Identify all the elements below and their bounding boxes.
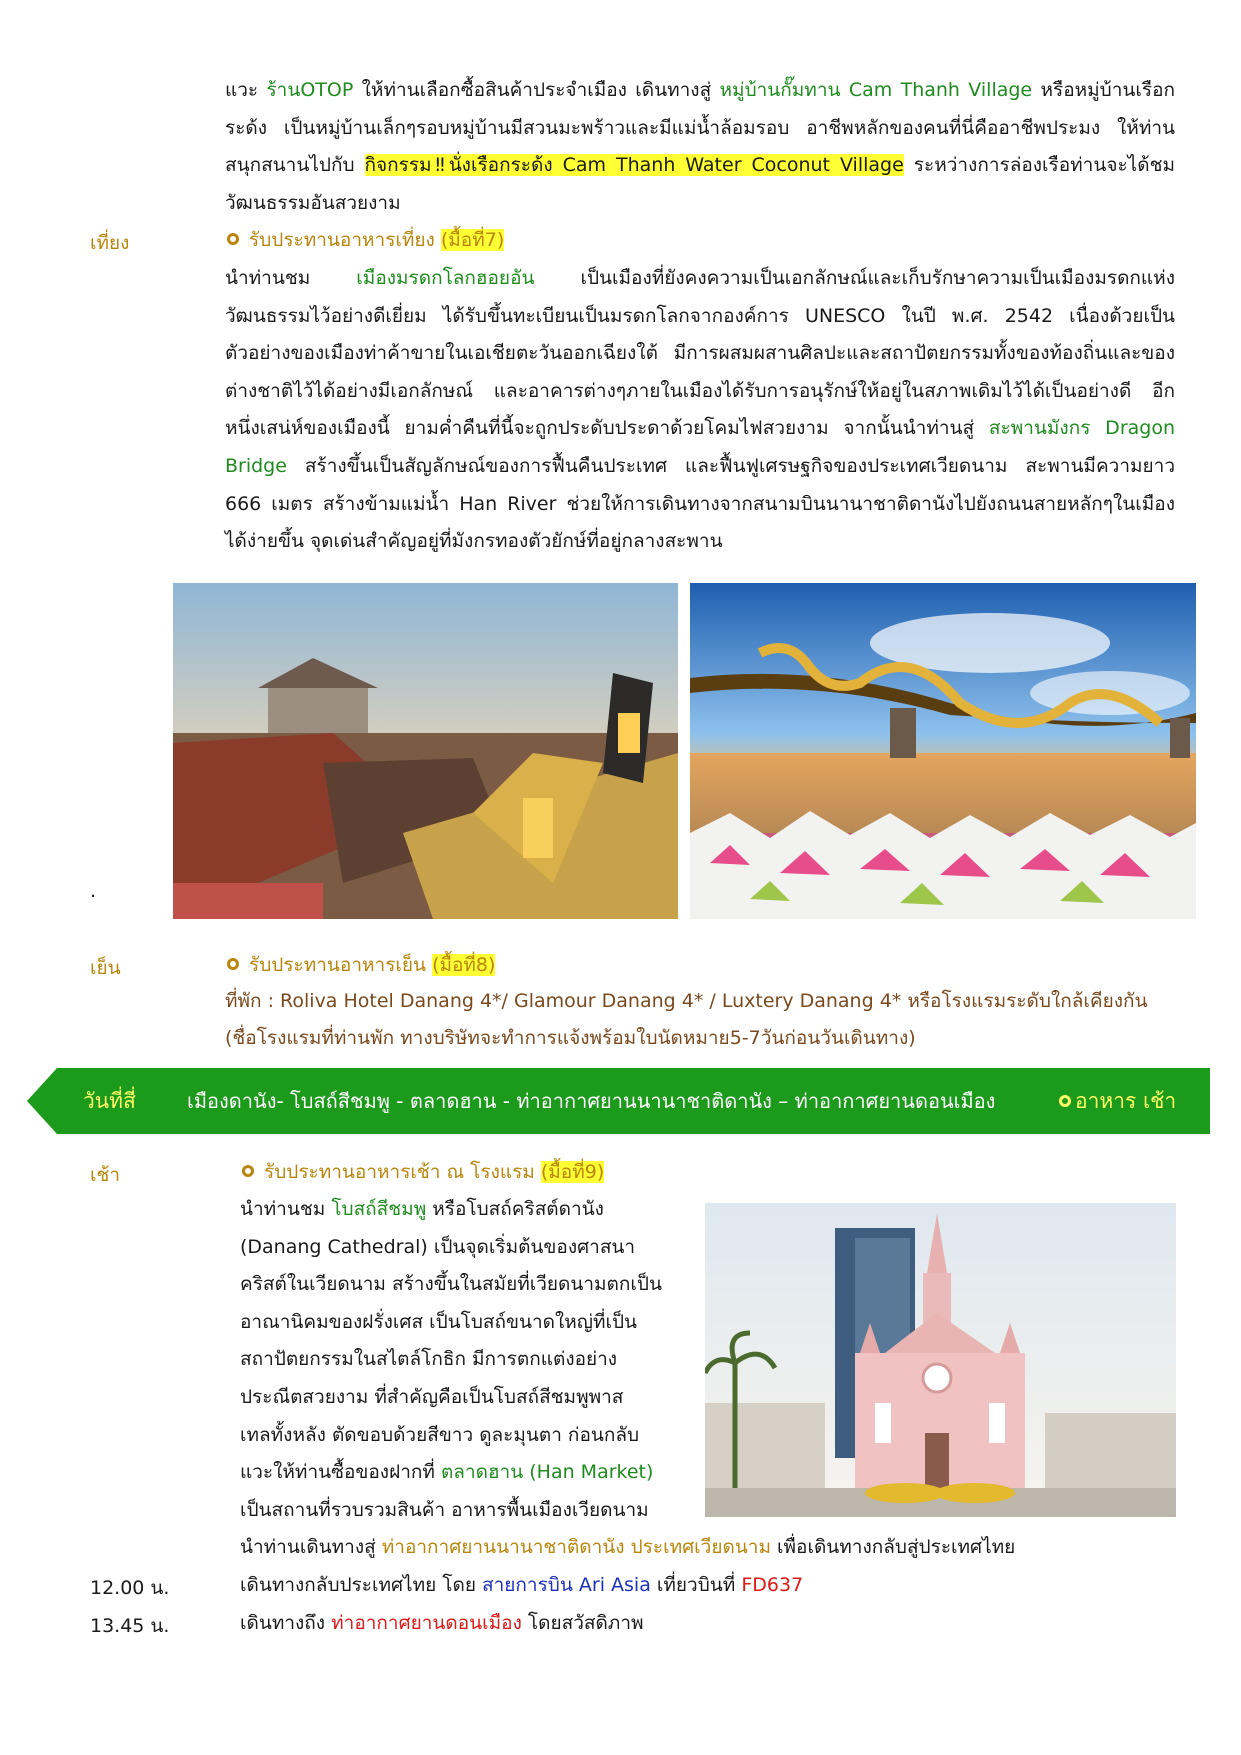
day4-banner bbox=[27, 1068, 1210, 1134]
meal-icon bbox=[225, 230, 243, 248]
flight1-info: เดินทางกลับประเทศไทย โดย สายการบิน Ari Asia เที่ยวบินที่ FD637 bbox=[240, 1574, 804, 1596]
cathedral-line: (Danang Cathedral) เป็นจุดเริ่มต้นของศาสนา bbox=[240, 1235, 636, 1258]
danang-cathedral-photo bbox=[705, 1203, 1176, 1517]
dinner-label: เย็น bbox=[90, 957, 121, 979]
cathedral-line: อาณานิคมของฝรั่งเศส เป็นโบสถ์ขนาดใหญ่ที่เป็น bbox=[240, 1310, 638, 1333]
hoi-an-photo bbox=[173, 583, 678, 919]
breakfast-meal: รับประทานอาหารเช้า ณ โรงแรม (มื้อที่9) bbox=[240, 1154, 604, 1190]
meal-number: (มื้อที่8) bbox=[432, 954, 496, 976]
hotel-info: ที่พัก : Roliva Hotel Danang 4*/ Glamour Danang 4* / Luxtery Danang 4* หรือโรงแรมระดับใกล้เคียงกัน bbox=[225, 990, 1148, 1012]
don-mueang-airport: ท่าอากาศยานดอนเมือง bbox=[331, 1612, 522, 1634]
otop-link: ร้านOTOP bbox=[266, 79, 354, 101]
cathedral-line: นำท่านชม โบสถ์สีชมพู หรือโบสถ์คริสต์ดานัง bbox=[240, 1198, 604, 1220]
airport-line: นำท่านเดินทางสู่ ท่าอากาศยานนานาชาติดานัง ประเทศเวียดนาม เพื่อเดินทางกลับสู่ประเทศไทย bbox=[240, 1536, 1016, 1558]
flight2-info: เดินทางถึง ท่าอากาศยานดอนเมือง โดยสวัสดิภาพ bbox=[240, 1612, 644, 1634]
meal-number: (มื้อที่7) bbox=[440, 229, 505, 251]
flight-number: FD637 bbox=[741, 1574, 804, 1596]
dinner-meal: รับประทานอาหารเย็น (มื้อที่8) bbox=[225, 947, 495, 983]
intro-paragraph: แวะ ร้านOTOP ให้ท่านเลือกซื้อสินค้าประจำเมือง เดินทางสู่ หมู่บ้านกั๊มทาน Cam Thanh Village หรือหมู่บ้านเรือกระด้ง เป็นหมู่บ้านเล็กๆรอบหมู่บ้านมีสวนมะพร้าวและมีแม่น้ำล้อมรอบ อาชีพหลักของคนที่นี่คืออาชีพประมง ให้ท่านสนุกสนานไปกับ กิจกรรม‼นั่งเรือกระด้ง Cam Thanh Water Coconut Village ระหว่างการล่องเรือท่านจะได้ชมวัฒนธรรมอันสวยงาม bbox=[225, 79, 1175, 214]
cathedral-line: เป็นสถานที่รวบรวมสินค้า อาหารพื้นเมืองเวียดนาม bbox=[240, 1498, 649, 1521]
airline-name: สายการบิน Ari Asia bbox=[482, 1574, 651, 1596]
meal-icon bbox=[1057, 1092, 1075, 1110]
day4-title: วันที่สี่ bbox=[83, 1089, 136, 1113]
cathedral-line: แวะให้ท่านซื้อของฝากที่ ตลาดฮาน (Han Market) bbox=[240, 1461, 654, 1484]
cathedral-line: คริสต์ในเวียดนาม สร้างขึ้นในสมัยที่เวียดนามตกเป็น bbox=[240, 1273, 662, 1296]
flight1-time: 12.00 น. bbox=[90, 1577, 170, 1599]
han-market-link: ตลาดฮาน (Han Market) bbox=[440, 1461, 654, 1484]
meal-number: (มื้อที่9) bbox=[540, 1161, 605, 1183]
basket-boat-activity: กิจกรรม‼นั่งเรือกระด้ง Cam Thanh Water Coconut Village bbox=[364, 154, 904, 177]
cam-thanh-village: หมู่บ้านกั๊มทาน Cam Thanh Village bbox=[719, 79, 1033, 101]
flight2-time: 13.45 น. bbox=[90, 1615, 170, 1637]
lunch-label: เที่ยง bbox=[90, 232, 130, 254]
day4-route: เมืองดานัง- โบสถ์สีชมพู - ตลาดฮาน - ท่าอากาศยานนานาชาติดานัง – ท่าอากาศยานดอนเมือง bbox=[187, 1089, 996, 1113]
danang-airport-link: ท่าอากาศยานนานาชาติดานัง ประเทศเวียดนาม bbox=[381, 1536, 771, 1558]
lunch-meal: รับประทานอาหารเที่ยง (มื้อที่7) bbox=[225, 222, 504, 258]
cathedral-paragraph bbox=[240, 1191, 690, 1529]
morning-label: เช้า bbox=[90, 1164, 121, 1186]
meal-icon bbox=[225, 955, 243, 973]
lunch-paragraph: นำท่านชม เมืองมรดกโลกฮอยอัน เป็นเมืองที่ยังคงความเป็นเอกลักษณ์และเก็บรักษาความเป็นเมืองมรดกแห่งวัฒนธรรมไว้อย่างดีเยี่ยม ได้รับขึ้นทะเบียนเป็นมรดกโลกจากองค์การ UNESCO ในปี พ.ศ. 2542 เนื่องด้วยเป็นตัวอย่างของเมืองท่าค้าขายในเอเชียตะวันออกเฉียงใต้ มีการผสมผสานศิลปะและสถาปัตยกรรมทั้งของท้องถิ่นและของต่างชาติไว้ได้อย่างมีเอกลักษณ์ และอาคารต่างๆภายในเมืองได้รับการอนุรักษ์ให้อยู่ในสภาพเดิมไว้ได้เป็นอย่างดี อีกหนึ่งเสน่ห์ของเมืองนี้ ยามค่ำคืนที่นี้จะถูกประดับประดาด้วยโคมไฟสวยงาม จากนั้นนำท่านสู่ สะพานมังกร Dragon Bridge สร้างขึ้นเป็นสัญลักษณ์ของการฟื้นคืนประเทศ และฟื้นฟูเศรษฐกิจของประเทศเวียดนาม สะพานมีความยาว 666 เมตร สร้างข้ามแม่น้ำ Han River ช่วยให้การเดินทางจากสนามบินนานาชาติดานังไปยังถนนสายหลักๆในเมืองได้ง่ายขึ้น จุดเด่นสำคัญอยู่ที่มังกรทองตัวยักษ์ที่อยู่กลางสะพาน bbox=[225, 267, 1175, 553]
photo-caption-dot: . bbox=[90, 880, 97, 902]
cathedral-line: เทลทั้งหลัง ตัดขอบด้วยสีขาว ดูละมุนตา ก่อนกลับ bbox=[240, 1423, 640, 1446]
dragon-bridge-photo bbox=[690, 583, 1196, 919]
pink-church-link: โบสถ์สีชมพู bbox=[331, 1198, 427, 1220]
day4-meals: อาหาร เช้า bbox=[1057, 1068, 1176, 1134]
meal-icon bbox=[240, 1162, 258, 1180]
cathedral-line: สถาปัตยกรรมในสไตล์โกธิก มีการตกแต่งอย่าง bbox=[240, 1348, 618, 1371]
hoi-an-link: เมืองมรดกโลกฮอยอัน bbox=[356, 267, 535, 289]
cathedral-line: ประณีตสวยงาม ที่สำคัญคือเป็นโบสถ์สีชมพูพาส bbox=[240, 1385, 624, 1408]
dragon-bridge-link: สะพานมังกร Dragon Bridge bbox=[225, 417, 1175, 477]
hotel-note: (ชื่อโรงแรมที่ท่านพัก ทางบริษัทจะทำการแจ้งพร้อมใบนัดหมาย5-7วันก่อนวันเดินทาง) bbox=[225, 1027, 916, 1049]
